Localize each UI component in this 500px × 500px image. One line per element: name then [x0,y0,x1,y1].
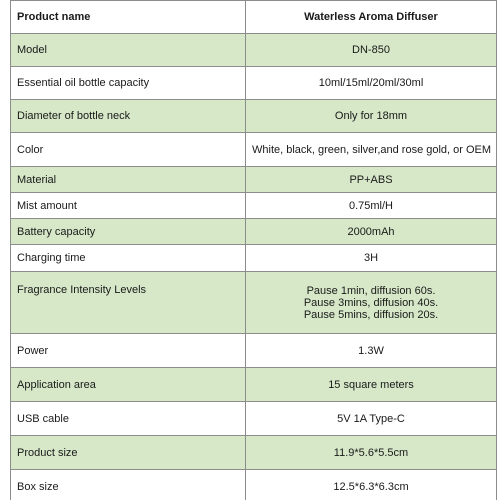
table-row [11,167,497,193]
row-value-multiline [246,272,497,334]
row-value: 0.75ml/H [246,193,497,219]
row-value: DN-850 [246,34,497,67]
row-value: 1.3W [246,334,497,368]
row-value: 12.5*6.3*6.3cm [246,470,497,500]
row-value: 10ml/15ml/20ml/30ml [246,67,497,100]
row-label: Mist amount [11,193,246,219]
table-row [11,34,497,67]
table-row [11,470,497,500]
table-header-row [11,1,497,34]
row-label: Diameter of bottle neck [11,100,246,133]
row-value: 15 square meters [246,368,497,402]
row-label: Color [11,133,246,167]
table-row [11,67,497,100]
row-label: Fragrance Intensity Levels [11,272,246,334]
intensity-level-1: Pause 1min, diffusion 60s. [306,284,436,297]
row-label: Power [11,334,246,368]
header-label: Product name [11,1,246,34]
row-label: Battery capacity [11,219,246,245]
table-row [11,193,497,219]
row-value: Only for 18mm [246,100,497,133]
row-label: Material [11,167,246,193]
row-value: 5V 1A Type-C [246,402,497,436]
intensity-level-3: Pause 5mins, diffusion 20s. [303,308,439,321]
row-label: Essential oil bottle capacity [11,67,246,100]
row-value: 2000mAh [246,219,497,245]
row-value: White, black, green, silver,and rose gold, or OEM [246,133,497,167]
header-value: Waterless Aroma Diffuser [246,1,497,34]
intensity-level-2: Pause 3mins, diffusion 40s. [303,296,439,309]
row-value: 11.9*5.6*5.5cm [246,436,497,470]
table-row [11,219,497,245]
row-label: Charging time [11,245,246,272]
table-row [11,272,497,334]
table-row [11,402,497,436]
table-row [11,100,497,133]
row-label: Model [11,34,246,67]
row-label: Application area [11,368,246,402]
table-row [11,245,497,272]
row-value: 3H [246,245,497,272]
row-value: PP+ABS [246,167,497,193]
row-label: Product size [11,436,246,470]
table-row [11,436,497,470]
table-row [11,133,497,167]
table-row [11,334,497,368]
row-label: Box size [11,470,246,500]
row-label: USB cable [11,402,246,436]
spec-table [10,0,497,500]
table-row [11,368,497,402]
